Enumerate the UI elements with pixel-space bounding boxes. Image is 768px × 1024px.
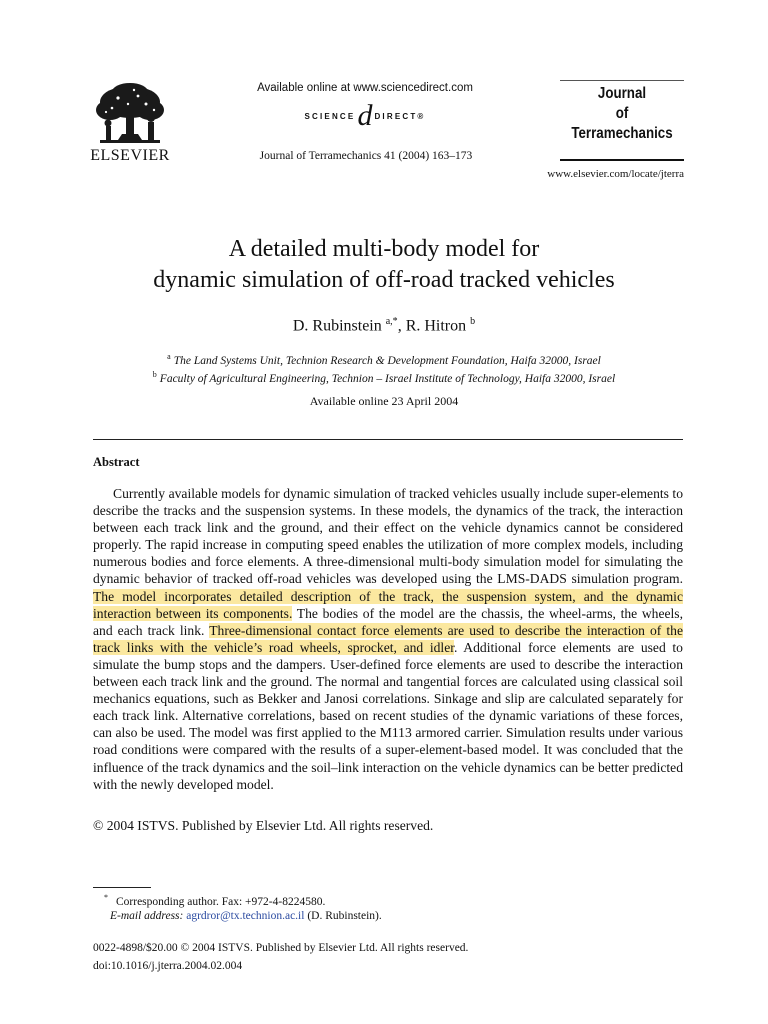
email-suffix: (D. Rubinstein).: [304, 910, 382, 922]
abstract-text: . Additional force elements are used to simulate the bump stops and the dampers. User-defined force elements are used to describe the interaction between each track link and the ground. The normal and tangential forces are calculated using classical soil mechanics equations, such as Bekker and Janosi correlations. Sinkage and slip are calculated separately for each track link. Alternative correlations, based on recent studies of the dynamic variations of these forces, can also be used. The model was first applied to the M113 armored carrier. Simulation results under various road conditions were compared with the results of a super-element-based model. It was concluded that the influence of the track dynamics and the soil–link interaction on the vehicle dynamics can be better predicted with the newly developed model.: [93, 639, 683, 792]
author-separator: ,: [397, 317, 406, 335]
sd-brand-mark: d: [357, 99, 373, 132]
sd-brand-left: SCIENCE: [304, 111, 356, 121]
journal-url-link[interactable]: www.elsevier.com/locate/jterra: [547, 168, 684, 180]
abstract-heading: Abstract: [93, 455, 140, 469]
article-title-line2: dynamic simulation of off-road tracked vehicles: [153, 267, 615, 293]
author-affil-marks[interactable]: a,*: [385, 316, 398, 327]
highlighted-text[interactable]: The model incorporates detailed description of the track, the suspension system, and the dynamic interaction between its components.: [93, 588, 683, 621]
footnote-mark: *: [104, 893, 108, 902]
article-title-line1: A detailed multi-body model for: [228, 236, 540, 262]
affiliation-text: Faculty of Agricultural Engineering, Technion – Israel Institute of Technology, Haifa 32000, Israel: [159, 372, 616, 385]
abstract-body: [93, 485, 683, 793]
available-online-text: Available online at www.sciencedirect.com: [257, 82, 473, 94]
issn-line: 0022-4898/$20.00 © 2004 ISTVS. Published by Elsevier Ltd. All rights reserved.: [93, 942, 469, 954]
section-divider: [93, 439, 683, 440]
email-note: [110, 910, 382, 922]
sciencedirect-logo: [240, 99, 490, 132]
abstract-text: The bodies of the model are the chassis, the wheel-arms, the wheels, and each track link.: [93, 605, 683, 638]
article-title: [60, 234, 708, 296]
journal-name-box: [560, 84, 684, 156]
affiliation-mark: a: [167, 352, 171, 361]
highlighted-text[interactable]: Three-dimensional contact force elements are used to describe the interaction of the track links with the vehicle’s road wheels, sprocket, and idler: [93, 622, 683, 655]
author-name: R. Hitron: [405, 317, 467, 335]
author-list: [60, 316, 708, 335]
journal-citation: Journal of Terramechanics 41 (2004) 163–173: [259, 150, 473, 162]
journal-name-line1: Journal: [597, 85, 647, 102]
footnote-text: Corresponding author. Fax: +972-4-8224580.: [116, 895, 326, 908]
sd-brand-right: DIRECT®: [374, 111, 426, 121]
journal-name-line3: Terramechanics: [571, 125, 673, 142]
affiliation-mark: b: [152, 370, 157, 379]
affiliation-a: [60, 352, 708, 367]
available-date: Available online 23 April 2004: [309, 394, 459, 408]
corresponding-author-note: [104, 893, 326, 908]
author-name: D. Rubinstein: [292, 317, 382, 335]
journal-name-line2: of: [615, 105, 629, 122]
affiliation-b: [60, 370, 708, 385]
page-header: [0, 0, 768, 190]
author-affil-marks[interactable]: b: [470, 316, 476, 327]
abstract-text: Currently available models for dynamic simulation of tracked vehicles usually include super-elements to describe the tracks and the suspension systems. In these models, the dynamics of the track, the interaction between each track link and the ground, and their effect on the vehicle dynamics cannot be considered properly. The rapid increase in computing speed enables the utilization of more complex models, including numerous bodies and force elements. A three-dimensional multi-body simulation model for simulating the dynamic behavior of tracked off-road vehicles was developed using the LMS-DADS simulation program.: [93, 486, 683, 587]
doi-line[interactable]: doi:10.1016/j.jterra.2004.02.004: [93, 960, 243, 972]
abstract-copyright: © 2004 ISTVS. Published by Elsevier Ltd. All rights reserved.: [93, 818, 434, 833]
email-label: E-mail address:: [110, 910, 184, 922]
journal-rule-bottom: [560, 159, 684, 161]
publisher-name: ELSEVIER: [90, 147, 170, 164]
affiliation-text: The Land Systems Unit, Technion Research & Development Foundation, Haifa 32000, Israel: [173, 354, 601, 367]
footnote-divider: [93, 887, 151, 888]
email-link[interactable]: agrdror@tx.technion.ac.il: [186, 910, 305, 922]
journal-rule-top: [560, 80, 684, 81]
